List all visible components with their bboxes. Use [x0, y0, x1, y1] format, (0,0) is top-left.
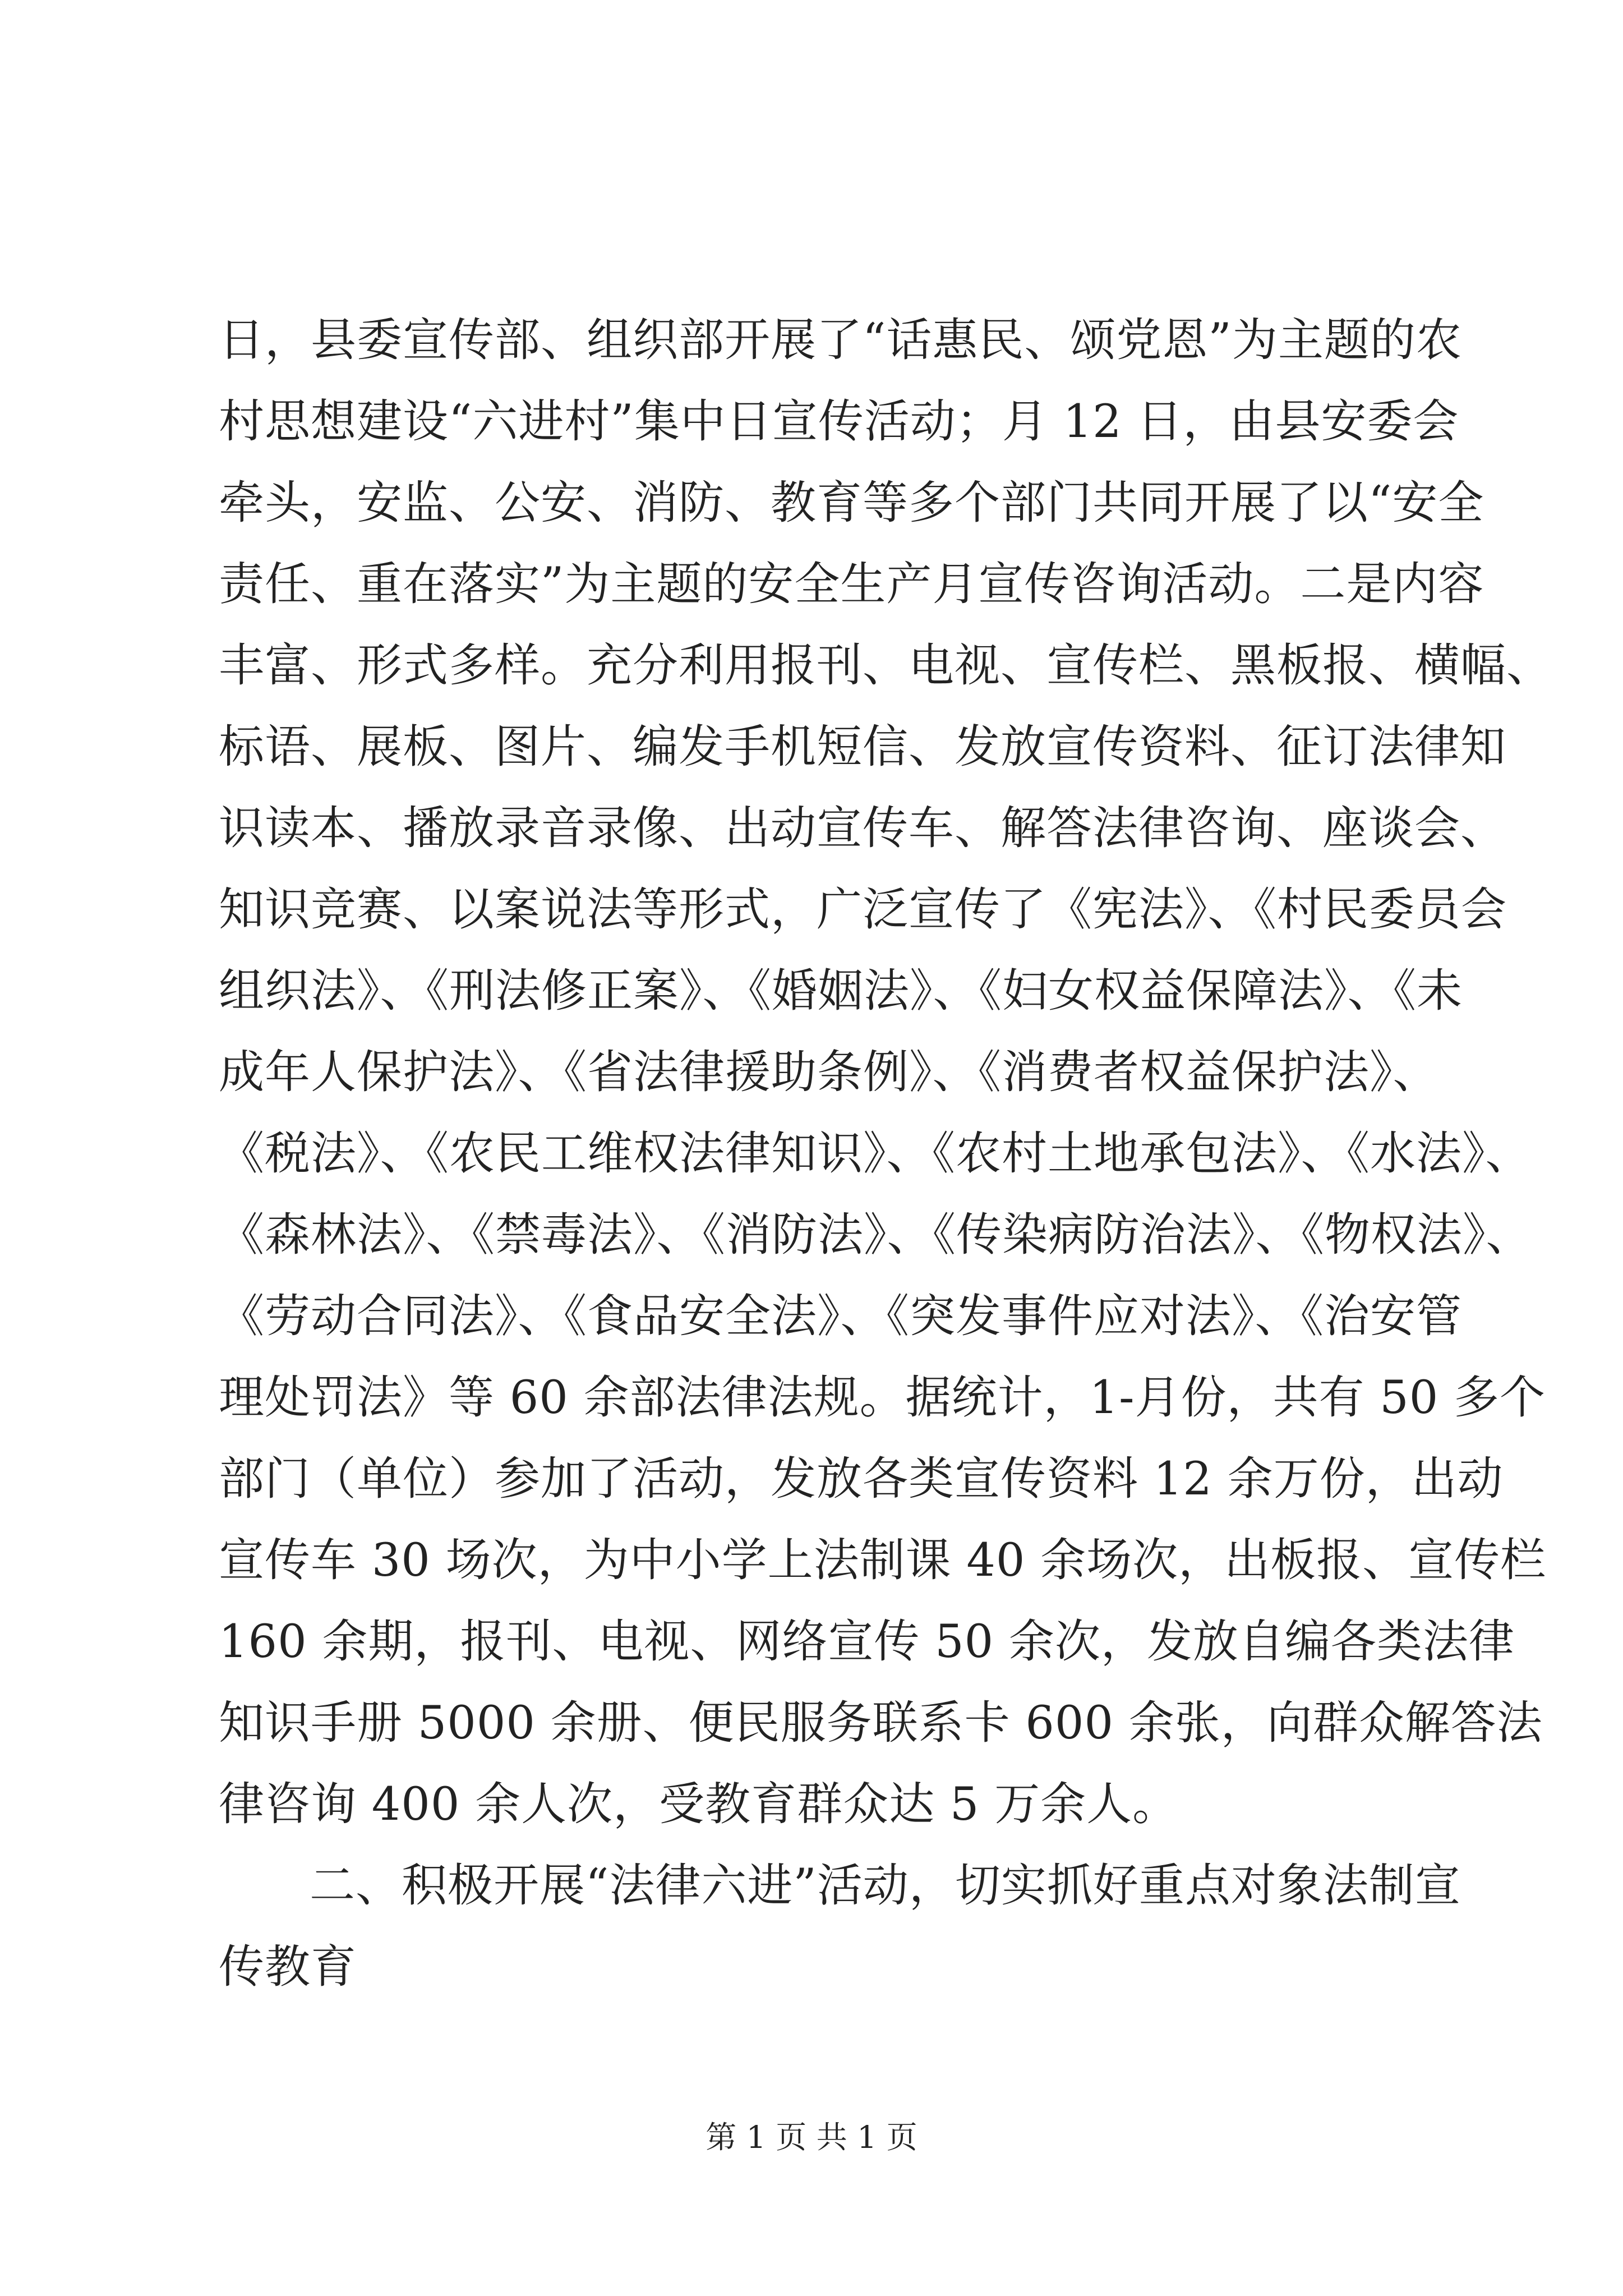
body-line-18: 知识手册 5000 余册、便民服务联系卡 600 余张，向群众解答法 [219, 1697, 1543, 1750]
body-line-1: 日，县委宣传部、组织部开展了“话惠民、颂党恩”为主题的农 [219, 314, 1462, 367]
body-line-6: 标语、展板、图片、编发手机短信、发放宣传资料、征订法律知 [219, 721, 1507, 774]
section-heading-line-1: 二、积极开展“法律六进”活动，切实抓好重点对象法制宣 [310, 1860, 1461, 1912]
body-line-19: 律咨询 400 余人次，受教育群众达 5 万余人。 [219, 1778, 1179, 1831]
body-line-17: 160 余期，报刊、电视、网络宣传 50 余次，发放自编各类法律 [219, 1616, 1515, 1668]
section-heading-line-2: 传教育 [219, 1941, 357, 1994]
body-line-16: 宣传车 30 场次，为中小学上法制课 40 余场次，出板报、宣传栏 [219, 1534, 1547, 1587]
body-line-5: 丰富、形式多样。充分利用报刊、电视、宣传栏、黑板报、横幅、 [219, 639, 1553, 692]
body-line-8: 知识竞赛、以案说法等形式，广泛宣传了《宪法》、《村民委员会 [219, 884, 1507, 936]
body-line-7: 识读本、播放录音录像、出动宣传车、解答法律咨询、座谈会、 [219, 802, 1507, 855]
body-line-13: 《劳动合同法》、《食品安全法》、《突发事件应对法》、《治安管 [219, 1290, 1463, 1343]
body-line-14: 理处罚法》等 60 余部法律法规。据统计，1-月份，共有 50 多个 [219, 1372, 1546, 1424]
body-line-4: 责任、重在落实”为主题的安全生产月宣传咨询活动。二是内容 [219, 558, 1484, 611]
body-line-11: 《税法》、《农民工维权法律知识》、《农村土地承包法》、《水法》、 [219, 1128, 1532, 1180]
body-line-12: 《森林法》、《禁毒法》、《消防法》、《传染病防治法》、《物权法》、 [219, 1209, 1532, 1262]
body-line-10: 成年人保护法》、《省法律援助条例》、《消费者权益保护法》、 [219, 1046, 1439, 1099]
document-body [219, 300, 1553, 2008]
page-number-footer: 第 1 页 共 1 页 [706, 2119, 917, 2155]
body-line-3: 牵头，安监、公安、消防、教育等多个部门共同开展了以“安全 [219, 477, 1484, 530]
body-line-2: 村思想建设“六进村”集中日宣传活动；月 12 日，由县安委会 [219, 395, 1459, 448]
body-line-15: 部门（单位）参加了活动，发放各类宣传资料 12 余万份，出动 [219, 1453, 1504, 1506]
body-line-9: 组织法》、《刑法修正案》、《婚姻法》、《妇女权益保障法》、《未 [219, 965, 1463, 1018]
